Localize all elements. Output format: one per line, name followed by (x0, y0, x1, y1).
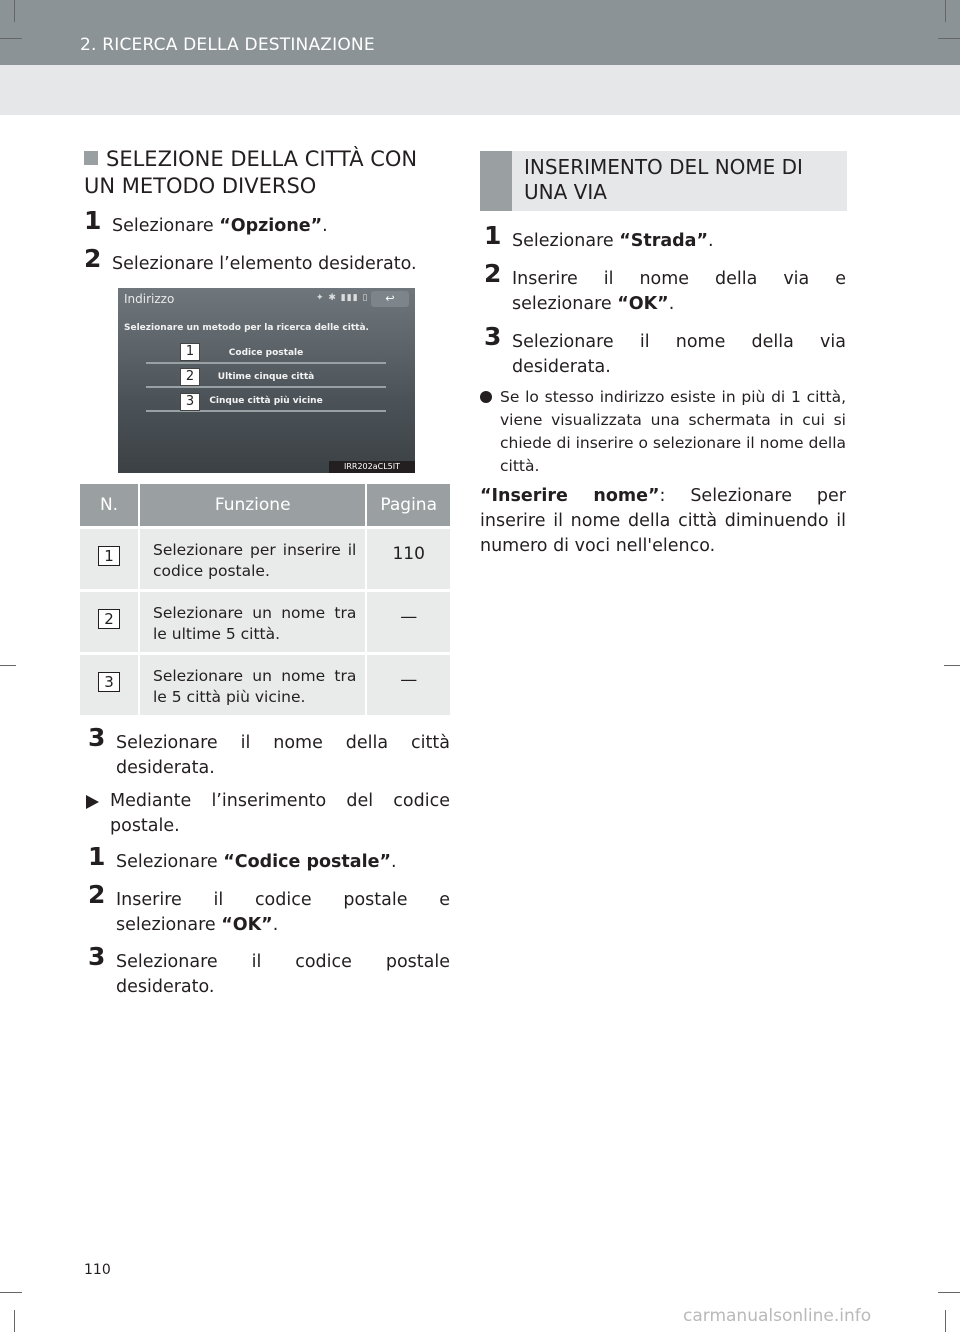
screen-prompt: Selezionare un metodo per la ricerca delle città. (124, 323, 369, 333)
step-3 (88, 723, 450, 781)
header-subband (0, 65, 960, 115)
note-keyword: “Inserire nome” (480, 486, 660, 506)
callout-badge: 3 (180, 393, 200, 411)
step-text: Selezionare (116, 852, 224, 872)
step-text-end: . (707, 231, 714, 251)
step-keyword: “Codice postale” (223, 852, 391, 872)
step-text: Selezionare (512, 231, 620, 251)
row-page: — (400, 607, 418, 627)
crop-mark (0, 1292, 22, 1293)
table-row (80, 528, 450, 591)
callout-badge: 2 (180, 368, 200, 386)
multiple-city-note (480, 386, 846, 478)
status-icons: ✦ ✱ ▮▮▮ ▯ (316, 293, 369, 303)
step-text: Inserire il codice postale e selezionare (116, 890, 450, 935)
step-number: 1 (88, 842, 106, 871)
substep-3 (88, 942, 450, 1000)
callout-badge: 1 (180, 343, 200, 361)
step-text-end: . (272, 915, 279, 935)
note-text: : Selezionare per inserire il nome della città diminuendo il numero di voci nell'elenco. (480, 486, 846, 556)
screen-title: Indirizzo (124, 292, 175, 306)
step-number: 3 (484, 322, 502, 351)
section-title-street (480, 151, 847, 211)
header-band (0, 0, 960, 65)
street-step-2 (484, 259, 846, 317)
screen-option-postal-code: Codice postale (146, 344, 386, 364)
insert-name-note (480, 484, 846, 559)
step-number: 1 (84, 206, 102, 235)
step-1 (84, 206, 450, 239)
image-code: IRR202aCL5IT (329, 461, 415, 473)
step-text: Selezionare l’elemento desiderato. (112, 254, 417, 274)
section-title-text: SELEZIONE DELLA CITTÀ CON UN METODO DIVERSO (84, 147, 418, 198)
row-function: Selezionare per inserire il codice postale. (153, 541, 357, 580)
crop-mark (0, 38, 22, 39)
column-header-page: Pagina (366, 484, 450, 528)
step-text-end: . (390, 852, 397, 872)
section-title-text: INSERIMENTO DEL NOME DI UNA VIA (524, 155, 803, 204)
step-2 (84, 244, 450, 277)
crop-mark (938, 38, 960, 39)
row-number: 2 (98, 609, 120, 629)
substep-2 (88, 880, 450, 938)
step-text-end: . (322, 216, 328, 236)
right-column (480, 221, 846, 559)
crop-mark (938, 1292, 960, 1293)
title-accent-bar (480, 151, 512, 211)
column-header-n: N. (80, 484, 139, 528)
row-function: Selezionare un nome tra le 5 città più vicine. (153, 667, 357, 706)
back-arrow-icon: ↩ (371, 291, 409, 307)
screen-option-nearest-five: Cinque città più vicine (146, 392, 386, 412)
screen-option-last-five: Ultime cinque città (146, 368, 386, 388)
left-column (84, 146, 450, 277)
table-row (80, 654, 450, 716)
round-bullet-icon (480, 391, 492, 403)
watermark-text: carmanualsonline.info (683, 1306, 872, 1326)
step-number: 3 (88, 942, 106, 971)
step-number: 2 (484, 259, 502, 288)
row-page: 110 (392, 544, 425, 564)
row-number: 3 (98, 672, 120, 692)
crop-mark (14, 1310, 15, 1332)
method-text: Mediante l’inserimento del codice postale. (110, 791, 450, 836)
step-keyword: “Strada” (619, 231, 708, 251)
step-text: Selezionare il nome della via desiderata. (512, 332, 846, 377)
chapter-title: 2. RICERCA DELLA DESTINAZIONE (80, 35, 375, 55)
step-text: Inserire il nome della via e selezionare (512, 269, 846, 314)
row-number: 1 (98, 546, 120, 566)
row-page: — (400, 670, 418, 690)
function-table (80, 484, 450, 715)
street-step-1 (484, 221, 846, 254)
crop-mark (945, 0, 946, 22)
left-lower-steps (88, 723, 450, 1000)
step-text: Selezionare (112, 216, 220, 236)
step-number: 1 (484, 221, 502, 250)
crop-mark (14, 0, 15, 22)
triangle-bullet-icon (86, 795, 99, 809)
crop-mark (0, 665, 16, 666)
step-keyword: “OK” (617, 294, 669, 314)
crop-mark (945, 1310, 946, 1332)
step-keyword: “Opzione” (219, 216, 323, 236)
crop-mark (944, 665, 960, 666)
step-text-end: . (668, 294, 675, 314)
section-title-city-method (84, 146, 450, 200)
square-bullet-icon (84, 151, 98, 165)
table-row (80, 591, 450, 654)
row-function: Selezionare un nome tra le ultime 5 città. (153, 604, 357, 643)
step-number: 2 (88, 880, 106, 909)
column-header-function: Funzione (139, 484, 366, 528)
table-header-row (80, 484, 450, 528)
navigation-screen-image (118, 288, 415, 473)
step-keyword: “OK” (221, 915, 273, 935)
step-number: 2 (84, 244, 102, 273)
substep-1 (88, 842, 450, 875)
step-text: Selezionare il nome della città desiderata. (116, 733, 450, 778)
page-number: 110 (84, 1262, 111, 1278)
step-text: Selezionare il codice postale desiderato. (116, 952, 450, 997)
function-table-wrap (80, 484, 450, 715)
step-number: 3 (88, 723, 106, 752)
note-text: Se lo stesso indirizzo esiste in più di 1 città, viene visualizzata una schermata in cui si chiede di inserire o selezionare il nome della città. (500, 388, 846, 475)
postal-code-method (84, 789, 450, 839)
street-step-3 (484, 322, 846, 380)
